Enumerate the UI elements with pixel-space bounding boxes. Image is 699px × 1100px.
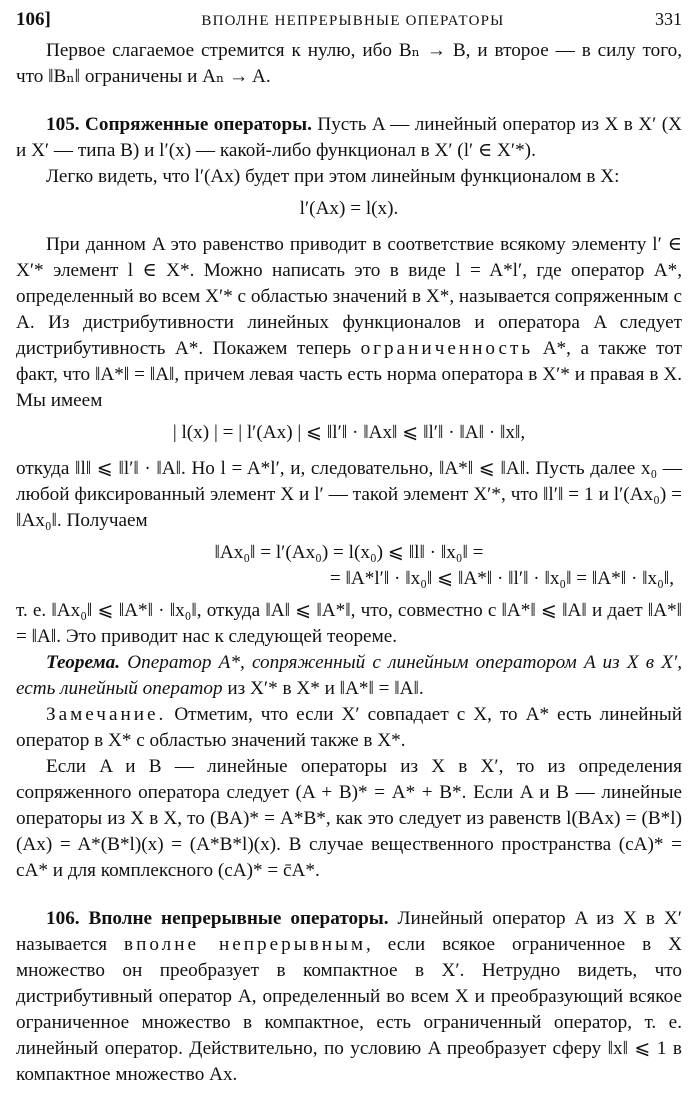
- formula-1: l′(Ax) = l(x).: [299, 198, 399, 219]
- formula-2: | l(x) | = | l′(Ax) | ⩽ ‖l′‖ · ‖Ax‖ ⩽ ‖l′‖ · ‖A‖ · ‖x‖,: [172, 422, 526, 443]
- spaced-word-boundedness: ограниченность: [360, 338, 534, 359]
- page-number: 331: [655, 9, 682, 29]
- section-106-heading: 106. Вполне непрерывные операторы.: [46, 908, 389, 929]
- remark-text: Отметим, что если X′ совпадает с X, то A* есть линейный оператор в X* с областью значений также в X*.: [16, 704, 682, 751]
- section-105-text: Пусть A — линейный оператор из X в X′ (X и X′ — типа B) и l′(x) — какой-либо функционал в X′ (l′ ∈ X′*).: [16, 114, 682, 161]
- paragraph-6: т. е. ‖Ax₀‖ ⩽ ‖A*‖ · ‖x₀‖, откуда ‖A‖ ⩽ ‖A*‖, что, совместно с ‖A*‖ ⩽ ‖A‖ и дает ‖A*‖ = ‖A‖. Это приводит нас к следующей теореме.: [16, 600, 682, 647]
- remark: [16, 702, 682, 754]
- paragraph-4-text-a: При данном A это равенство приводит в соответствие всякому элементу l′ ∈ X′* элемент l ∈ X*. Можно написать это в виде l = A*l′, где оператор A*, определенный во всем X′* с областью значений в X*, называется сопряженным с A. Из дистрибутивности линейных функционалов и оператора A следует дистрибутивность A*. Покажем теперь: [16, 234, 682, 359]
- section-105-paragraph: [16, 112, 682, 164]
- section-106-text-a: Линейный оператор A из X в X′ называется: [16, 908, 682, 955]
- theorem-text-c: из X′* в X* и ‖A*‖ = ‖A‖.: [222, 678, 424, 699]
- paragraph-5: откуда ‖l‖ ⩽ ‖l′‖ · ‖A‖. Но l = A*l′, и, следовательно, ‖A*‖ ⩽ ‖A‖. Пусть далее x₀ — любой фиксированный элемент X и l′ — такой элемент X′*, что ‖l′‖ = 1 и l′(Ax₀) = ‖Ax₀‖. Получаем: [16, 458, 682, 531]
- section-105-heading: 105. Сопряженные операторы.: [46, 114, 312, 135]
- theorem: [16, 650, 682, 702]
- spaced-phrase-completely-continuous: вполне непрерывным: [124, 934, 367, 955]
- book-page: [16, 6, 682, 1088]
- section-106-paragraph: [16, 906, 682, 1088]
- section-106-text-b: , если всякое ограниченное в X множество он преобразует в компактное в X′. Нетрудно видеть, что дистрибутивный оператор A, определенный во всем X и преобразующий всякое ограниченное множество в компактное, есть ограниченный оператор, т. е. линейный оператор. Действительно, по условию A преобразует сферу ‖x‖ ⩽ 1 в компактное множество Ax.: [16, 934, 682, 1085]
- section-number: 106]: [16, 9, 51, 30]
- paragraph-4-text-b: A*, а также тот факт, что ‖A*‖ = ‖A‖, причем левая часть есть норма оператора в X′* и правая в X. Мы имеем: [16, 338, 682, 411]
- theorem-text-a: Оператор A*, сопряженный с линейным оператором A из X в X′,: [120, 652, 682, 673]
- paragraph-3: Легко видеть, что l′(Ax) будет при этом линейным функционалом в X:: [46, 166, 620, 187]
- formula-3-line-1: ‖Ax₀‖ = l′(Ax₀) = l(x₀) ⩽ ‖l‖ · ‖x₀‖ =: [214, 542, 484, 563]
- paragraph-4: [16, 232, 682, 414]
- running-title: ВПОЛНЕ НЕПРЕРЫВНЫЕ ОПЕРАТОРЫ: [201, 13, 505, 29]
- remark-label: Замечание.: [46, 704, 167, 725]
- paragraph-1: Первое слагаемое стремится к нулю, ибо Bₙ → B, и второе — в силу того, что ‖Bₙ‖ ограничены и Aₙ → A.: [16, 40, 682, 87]
- formula-3: [16, 540, 682, 592]
- formula-3-line-2: = ‖A*l′‖ · ‖x₀‖ ⩽ ‖A*‖ · ‖l′‖ · ‖x₀‖ = ‖A*‖ · ‖x₀‖,: [329, 568, 674, 589]
- running-header: [16, 6, 682, 38]
- paragraph-8: Если A и B — линейные операторы из X в X′, то из определения сопряженного оператора следует (A + B)* = A* + B*. Если A и B — линейные операторы из X в X, то (BA)* = A*B*, как это следует из равенств l(BAx) = (B*l)(Ax) = A*(B*l)(x) = (A*B*l)(x). В случае вещественного пространства (cA)* = cA* и для комплексного (cA)* = c̄A*.: [16, 756, 682, 881]
- theorem-label: Теорема.: [46, 652, 121, 673]
- theorem-text-b: есть линейный оператор: [16, 678, 223, 699]
